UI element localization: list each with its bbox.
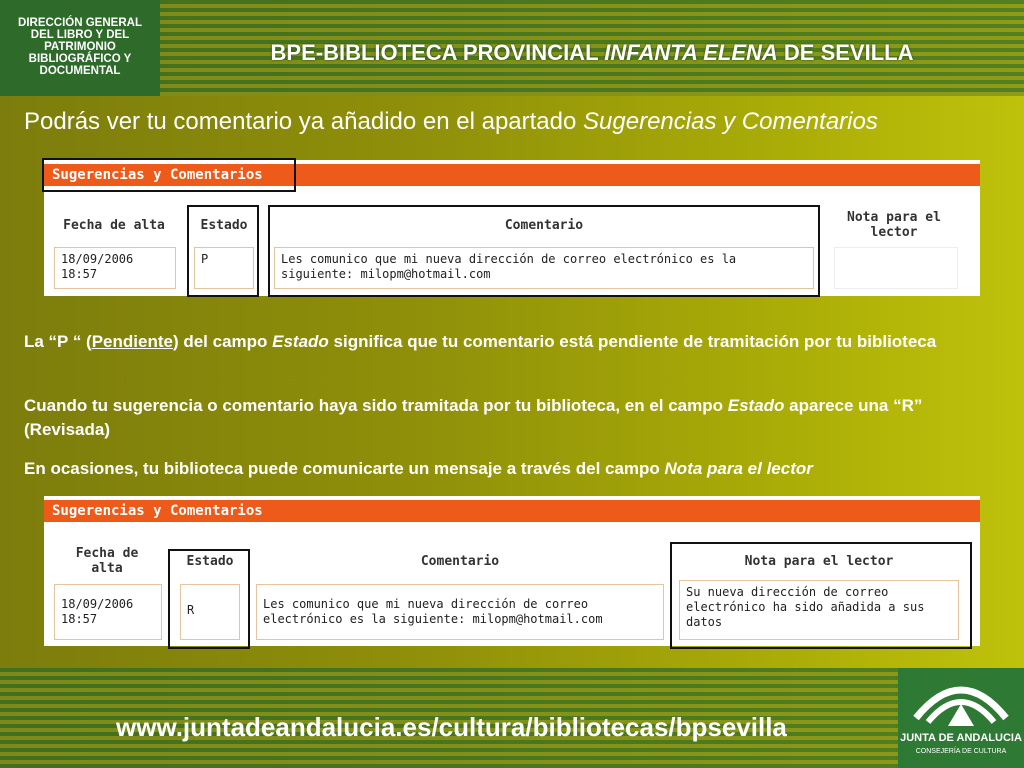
- highlight-estado: [187, 205, 259, 297]
- text: ) del campo: [172, 332, 273, 351]
- text: La “P “ (: [24, 332, 92, 351]
- header-comentario: Comentario: [420, 554, 500, 569]
- text: significa que tu comentario está pendiente de tramitación por tu biblioteca: [328, 332, 937, 351]
- header-comentario: Comentario: [504, 218, 584, 233]
- text-italic: Nota para el lector: [664, 459, 813, 478]
- logo-line: DOCUMENTAL: [39, 65, 121, 77]
- junta-sub: CONSEJERÍA DE CULTURA: [915, 748, 1007, 755]
- cell-estado: P: [194, 247, 254, 289]
- highlight-comentario: [268, 205, 820, 297]
- junta-emblem-icon: [898, 668, 1024, 732]
- text: Cuando tu sugerencia o comentario haya sido tramitada por tu biblioteca, en el campo: [24, 396, 728, 415]
- header-fecha: Fecha de alta: [75, 546, 139, 576]
- cell-nota: [834, 247, 958, 289]
- cell-comentario: Les comunico que mi nueva dirección de correo electrónico es la siguiente: milopm@hotmail.com: [274, 247, 814, 289]
- paragraph-pendiente: [24, 330, 1004, 354]
- header-nota: Nota para el lector: [744, 554, 894, 569]
- subtitle-italic: Sugerencias y Comentarios: [583, 108, 878, 135]
- header-nota: Nota para el lector: [847, 210, 941, 240]
- junta-andalucia-logo: [898, 668, 1024, 768]
- junta-name: JUNTA DE ANDALUCIA: [900, 732, 1022, 744]
- cell-comentario: Les comunico que mi nueva dirección de correo electrónico es la siguiente: milopm@hotmail.com: [256, 584, 664, 640]
- section-title-bar: Sugerencias y Comentarios: [44, 500, 980, 522]
- text: En ocasiones, tu biblioteca puede comunicarte un mensaje a través del campo: [24, 459, 665, 478]
- highlight-estado: [168, 549, 250, 649]
- paragraph-revisada: [24, 394, 1004, 442]
- header-estado: Estado: [200, 218, 248, 233]
- logo-line: DIRECCIÓN GENERAL: [18, 17, 142, 29]
- title-italic: INFANTA ELENA: [604, 40, 778, 65]
- header-fecha: Fecha de alta: [63, 218, 165, 233]
- text-italic: Estado: [272, 332, 329, 351]
- subtitle: [24, 108, 878, 136]
- footer-url[interactable]: www.juntadeandalucia.es/cultura/bibliotecas/bpsevilla: [116, 712, 787, 742]
- cell-estado: R: [180, 584, 240, 640]
- header-estado: Estado: [186, 554, 234, 569]
- highlight-section-title: [42, 158, 296, 192]
- paragraph-nota: [24, 457, 1004, 481]
- logo-line: DEL LIBRO Y DEL: [30, 29, 130, 41]
- cell-fecha: 18/09/2006 18:57: [54, 247, 176, 289]
- section-title-bar: Sugerencias y Comentarios: [44, 164, 980, 186]
- text: aparece una “R” (Revisada): [24, 396, 923, 439]
- subtitle-text: Podrás ver tu comentario ya añadido en el apartado: [24, 108, 584, 135]
- title-part: BPE-BIBLIOTECA PROVINCIAL: [270, 40, 605, 65]
- cell-nota: Su nueva dirección de correo electrónico ha sido añadida a sus datos: [679, 580, 959, 640]
- logo-line: BIBLIOGRÁFICO Y: [28, 53, 132, 65]
- cell-fecha: 18/09/2006 18:57: [54, 584, 162, 640]
- text-underline: Pendiente: [91, 332, 173, 351]
- text-italic: Estado: [727, 396, 785, 415]
- logo-line: PATRIMONIO: [44, 41, 116, 53]
- highlight-nota: [670, 542, 972, 649]
- page-title: [0, 40, 1024, 66]
- title-part: DE SEVILLA: [777, 40, 914, 65]
